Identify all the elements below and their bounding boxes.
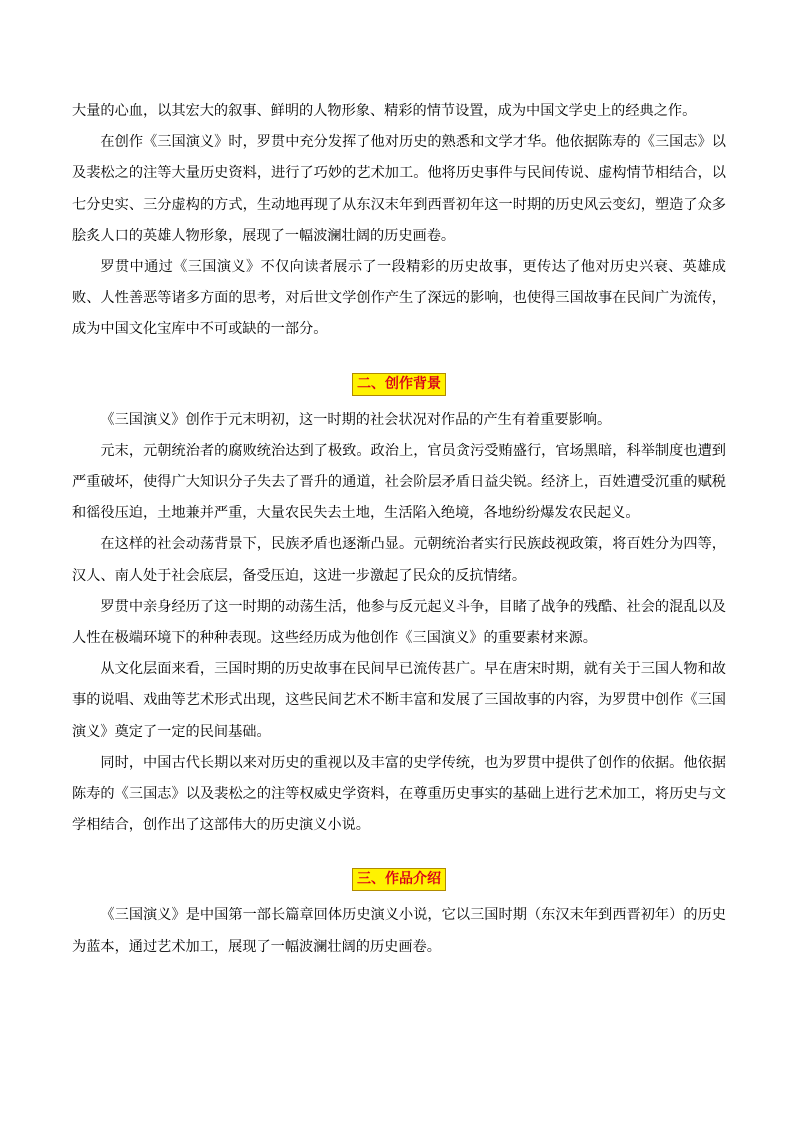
paragraph-continuation: 大量的心血，以其宏大的叙事、鲜明的人物形象、精彩的情节设置，成为中国文学史上的经典之作。 — [72, 103, 697, 119]
section-heading-background-wrap — [72, 373, 726, 396]
paragraph-ethnic-conflict: 在这样的社会动荡背景下，民族矛盾也逐渐凸显。元朝统治者实行民族歧视政策，将百姓分为四等，汉人、南人处于社会底层，备受压迫，这进一步激起了民众的反抗情绪。 — [72, 536, 726, 584]
document-body — [72, 96, 726, 963]
paragraph-cultural-basis: 从文化层面来看，三国时期的历史故事在民间早已流传甚广。早在唐宋时期，就有关于三国人物和故事的说唱、戏曲等艺术形式出现，这些民间艺术不断丰富和发展了三国故事的内容，为罗贯中创作《三国演义》奠定了一定的民间基础。 — [72, 661, 726, 740]
section-heading-background: 二、创作背景 — [352, 373, 446, 396]
paragraph-creation: 在创作《三国演义》时，罗贯中充分发挥了他对历史的熟悉和文学才华。他依据陈寿的《三国志》以及裴松之的注等大量历史资料，进行了巧妙的艺术加工。他将历史事件与民间传说、虚构情节相结合，以七分史实、三分虚构的方式，生动地再现了从东汉末年到西晋初年这一时期的历史风云变幻，塑造了众多脍炙人口的英雄人物形象，展现了一幅波澜壮阔的历史画卷。 — [72, 134, 726, 244]
paragraph-historical-tradition: 同时，中国古代长期以来对历史的重视以及丰富的史学传统，也为罗贯中提供了创作的依据。他依据陈寿的《三国志》以及裴松之的注等权威史学资料，在尊重历史事实的基础上进行艺术加工，将历史与文学相结合，创作出了这部伟大的历史演义小说。 — [72, 754, 726, 834]
paragraph-yuan-politics: 元末，元朝统治者的腐败统治达到了极致。政治上，官员贪污受贿盛行，官场黑暗，科举制度也遭到严重破坏，使得广大知识分子失去了晋升的通道，社会阶层矛盾日益尖锐。经济上，百姓遭受沉重的赋税和徭役压迫，土地兼并严重，大量农民失去土地，生活陷入绝境，各地纷纷爆发农民起义。 — [72, 442, 726, 522]
paragraph-work-intro: 《三国演义》是中国第一部长篇章回体历史演义小说，它以三国时期（东汉末年到西晋初年）的历史为蓝本，通过艺术加工，展现了一幅波澜壮阔的历史画卷。 — [72, 907, 726, 955]
paragraph-author-experience: 罗贯中亲身经历了这一时期的动荡生活，他参与反元起义斗争，目睹了战争的残酷、社会的混乱以及人性在极端环境下的种种表现。这些经历成为他创作《三国演义》的重要素材来源。 — [72, 598, 726, 647]
section-heading-intro-wrap — [72, 868, 726, 891]
section-heading-work-intro: 三、作品介绍 — [352, 868, 446, 891]
paragraph-influence: 罗贯中通过《三国演义》不仅向读者展示了一段精彩的历史故事，更传达了他对历史兴衰、英雄成败、人性善恶等诸多方面的思考，对后世文学创作产生了深远的影响，也使得三国故事在民间广为流传，成为中国文化宝库中不可或缺的一部分。 — [72, 259, 726, 338]
paragraph-background-intro: 《三国演义》创作于元末明初，这一时期的社会状况对作品的产生有着重要影响。 — [100, 411, 612, 428]
